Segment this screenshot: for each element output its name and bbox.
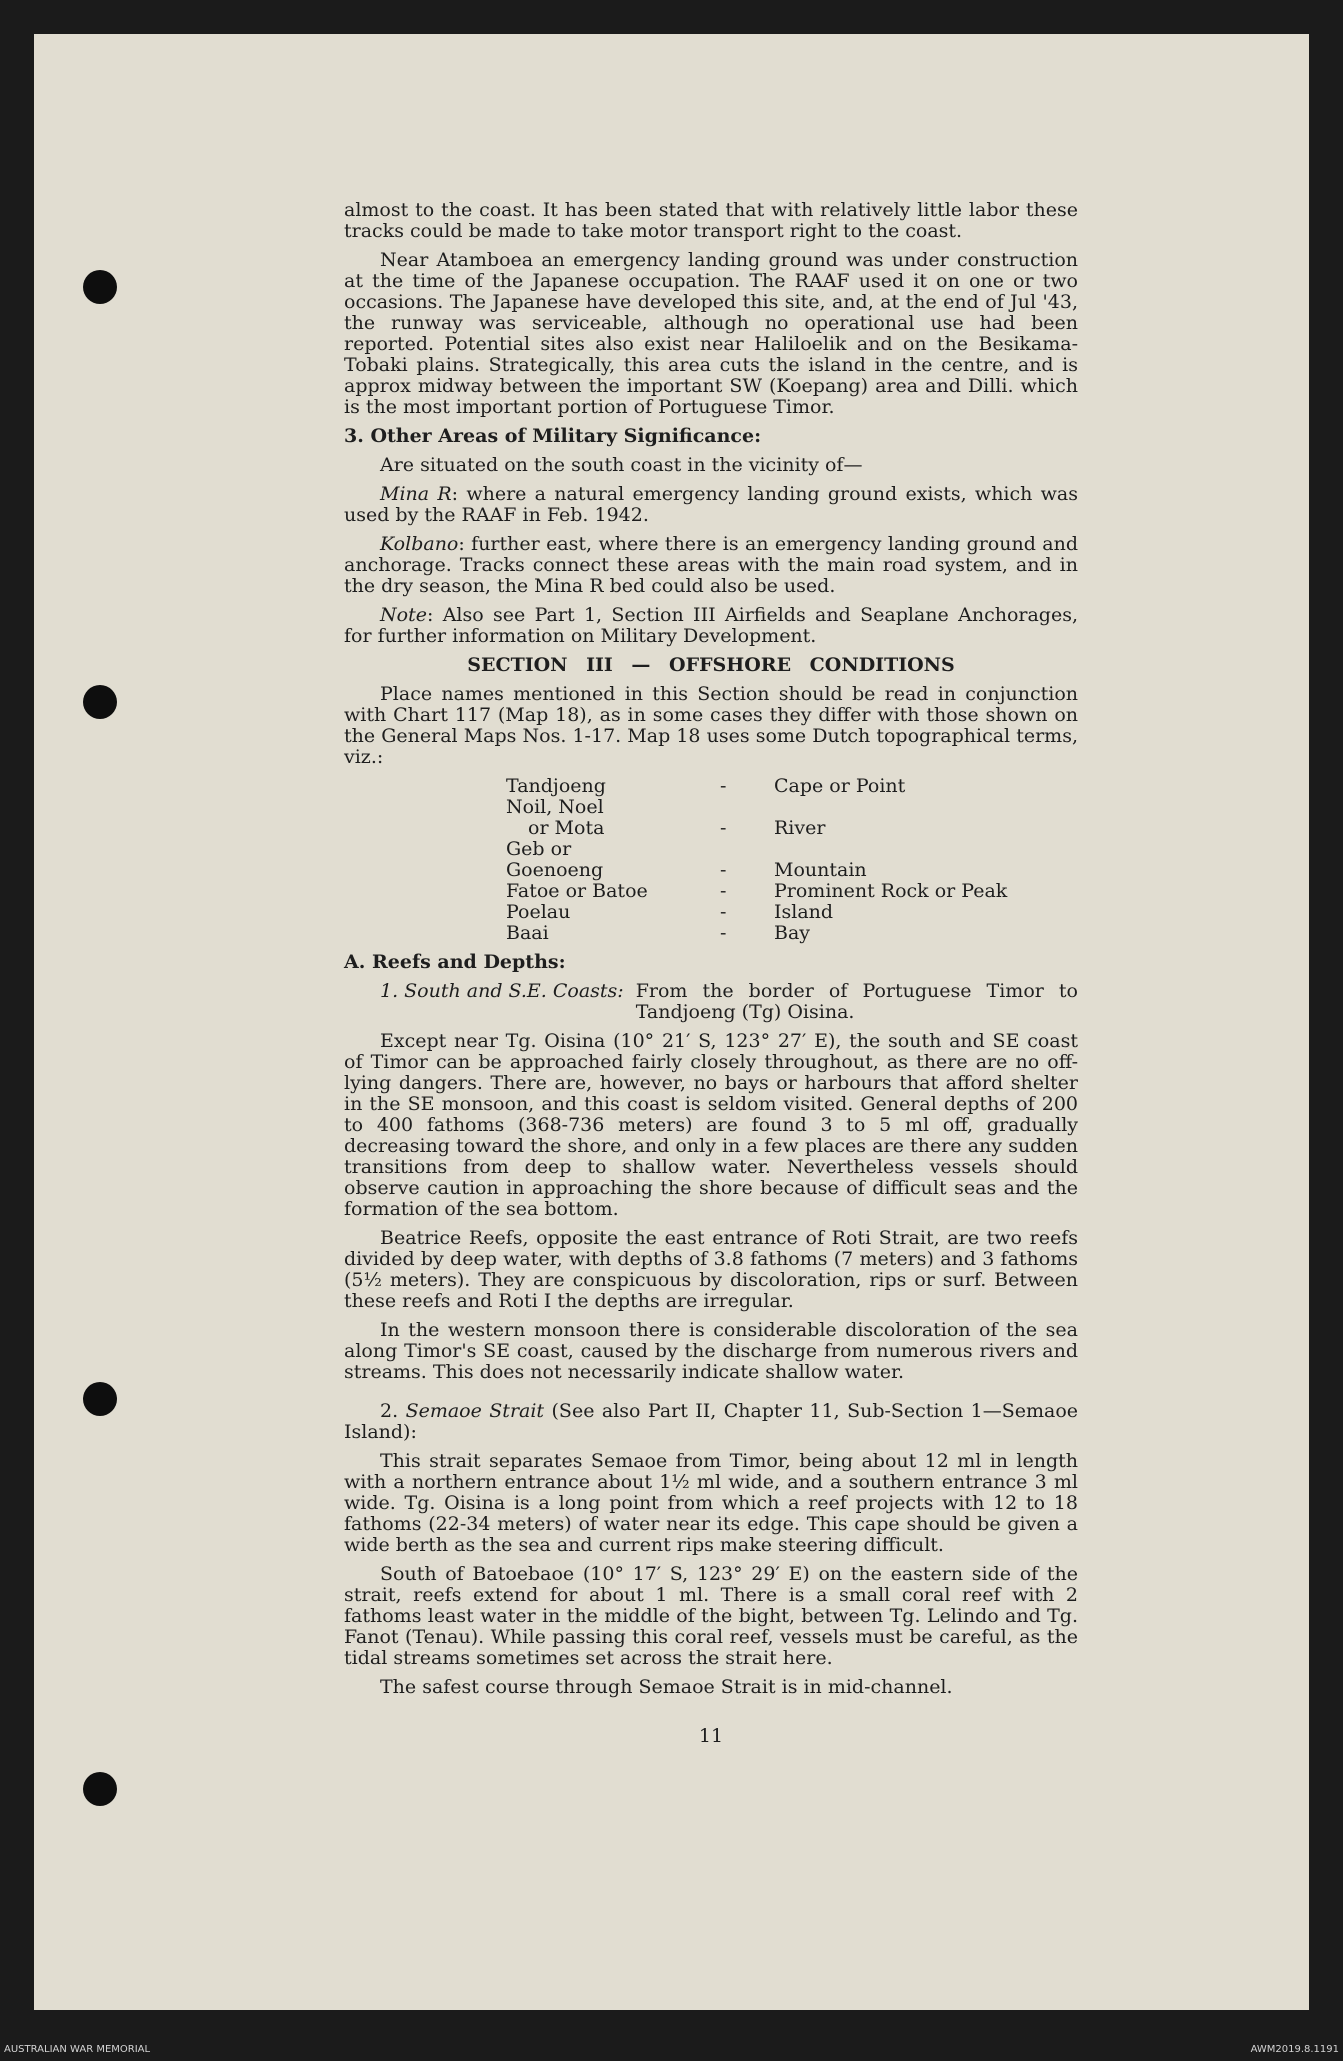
terms-table [506, 776, 1007, 944]
paragraph: almost to the coast. It has been stated that with relatively little labor these tracks could be made to take motor transport right to the coast. [344, 199, 1078, 242]
meaning [774, 839, 1007, 860]
term: Noil, Noel [506, 796, 604, 818]
meaning: Prominent Rock or Peak [774, 880, 1008, 902]
table-row [506, 839, 1007, 860]
dash: - [720, 901, 727, 923]
page-text [344, 200, 1078, 1747]
subsection-semaoe-strait [344, 1401, 1078, 1443]
page-number: 11 [698, 1725, 724, 1747]
subsection-label: Semaoe Strait [405, 1400, 545, 1422]
dash [720, 797, 774, 818]
meaning: Island [774, 901, 834, 923]
punch-hole [83, 1772, 117, 1806]
paragraph: The safest course through Semaoe Strait is in mid-channel. [380, 1676, 953, 1698]
term: Goenoeng [506, 859, 604, 881]
term: Geb or [506, 838, 572, 860]
subsection-text: From the border of Portuguese Timor to Tandjoeng (Tg) Oisina. [635, 980, 1078, 1023]
meaning [774, 797, 1007, 818]
paragraph-text: : Also see Part 1, Section III Airfields and Seaplane Anchorages, for further information on Military Development. [344, 604, 1078, 647]
meaning: Mountain [774, 859, 867, 881]
term: Fatoe or Batoe [506, 880, 648, 902]
subsection-text: (See also Part II, Chapter 11, Sub-Section 1—Semaoe Island): [344, 1400, 1078, 1443]
paragraph: In the western monsoon there is considerable discoloration of the sea along Timor's SE coast, caused by the discharge from numerous rivers and streams. This does not necessarily indicate shallow water. [344, 1319, 1078, 1383]
paragraph-text: : further east, where there is an emergency landing ground and anchorage. Tracks connect these areas with the main road system, and in the dry season, the Mina R bed could also be used. [344, 533, 1078, 597]
term: Tandjoeng [506, 775, 606, 797]
term: Poelau [506, 901, 571, 923]
table-row [506, 860, 1007, 881]
table-row [506, 902, 1007, 923]
note-label: Note [380, 604, 427, 626]
footer-source: AUSTRALIAN WAR MEMORIAL [4, 2044, 151, 2055]
paragraph: South of Batoebaoe (10° 17′ S, 123° 29′ E) on the eastern side of the strait, reefs extend for about 1 ml. There is a small coral reef with 2 fathoms least water in the middle of the bight, between Tg. Lelindo and Tg. Fanot (Tenau). While passing this coral reef, vessels must be careful, as the tidal streams sometimes set across the strait here. [344, 1563, 1078, 1669]
table-row [506, 923, 1007, 944]
paragraph: Beatrice Reefs, opposite the east entrance of Roti Strait, are two reefs divided by deep water, with depths of 3.8 fathoms (7 meters) and 3 fathoms (5½ meters). They are conspicuous by discoloration, rips or surf. Between these reefs and Roti I the depths are irregular. [344, 1227, 1078, 1312]
paragraph: This strait separates Semaoe from Timor, being about 12 ml in length with a northern entrance about 1½ ml wide, and a southern entrance 3 ml wide. Tg. Oisina is a long point from which a reef projects with 12 to 18 fathoms (22-34 meters) of water near its edge. This cape should be given a wide berth as the sea and current rips make steering difficult. [344, 1450, 1078, 1556]
punch-hole [83, 685, 117, 719]
dash: - [720, 775, 727, 797]
paragraph: Are situated on the south coast in the vicinity of— [380, 454, 863, 476]
term: or Mota [528, 817, 605, 839]
paragraph-text: : where a natural emergency landing ground exists, which was used by the RAAF in Feb. 1942. [344, 483, 1078, 526]
table-row [506, 818, 1007, 839]
heading-other-areas: 3. Other Areas of Military Significance: [344, 425, 762, 447]
meaning: River [774, 817, 826, 839]
term: Baai [506, 922, 549, 944]
dash: - [720, 817, 727, 839]
subsection-label: 1. South and S.E. Coasts: [380, 980, 624, 1002]
dash: - [720, 922, 727, 944]
meaning: Bay [774, 922, 811, 944]
dash: - [720, 880, 727, 902]
table-row [506, 881, 1007, 902]
dash: - [720, 859, 727, 881]
dash [720, 839, 774, 860]
meaning: Cape or Point [774, 775, 906, 797]
paragraph-kolbano [344, 534, 1078, 597]
place-name: Kolbano [380, 533, 459, 555]
subsection-south-coasts [344, 981, 1078, 1023]
table-row [506, 776, 1007, 797]
punch-hole [83, 1382, 117, 1416]
punch-hole [83, 270, 117, 304]
table-row [506, 797, 1007, 818]
paragraph: Place names mentioned in this Section should be read in conjunction with Chart 117 (Map 18), as in some cases they differ with those shown on the General Maps Nos. 1-17. Map 18 uses some Dutch topographical terms, viz.: [344, 683, 1078, 768]
place-name: Mina R [380, 483, 452, 505]
paragraph-mina [344, 484, 1078, 526]
paragraph: Near Atamboea an emergency landing ground was under construction at the time of the Japanese occupation. The RAAF used it on one or two occasions. The Japanese have developed this site, and, at the end of Jul '43, the runway was serviceable, although no operational use had been reported. Potential sites also exist near Haliloelik and on the Besikama-Tobaki plains. Strategically, this area cuts the island in the centre, and is approx midway between the important SW (Koepang) area and Dilli. which is the most important portion of Portuguese Timor. [344, 249, 1078, 418]
footer-reference: AWM2019.8.1191 [1250, 2044, 1339, 2055]
heading-reefs-depths: A. Reefs and Depths: [344, 951, 566, 973]
subsection-number: 2. [380, 1400, 399, 1422]
section-title: SECTION III — OFFSHORE CONDITIONS [467, 654, 955, 676]
paragraph: Except near Tg. Oisina (10° 21′ S, 123° 27′ E), the south and SE coast of Timor can be approached fairly closely throughout, as there are no off-lying dangers. There are, however, no bays or harbours that afford shelter in the SE monsoon, and this coast is seldom visited. General depths of 200 to 400 fathoms (368-736 meters) are found 3 to 5 ml off, gradually decreasing toward the shore, and only in a few places are there any sudden transitions from deep to shallow water. Nevertheless vessels should observe caution in approaching the shore because of difficult seas and the formation of the sea bottom. [344, 1030, 1078, 1220]
paragraph-note [344, 605, 1078, 647]
